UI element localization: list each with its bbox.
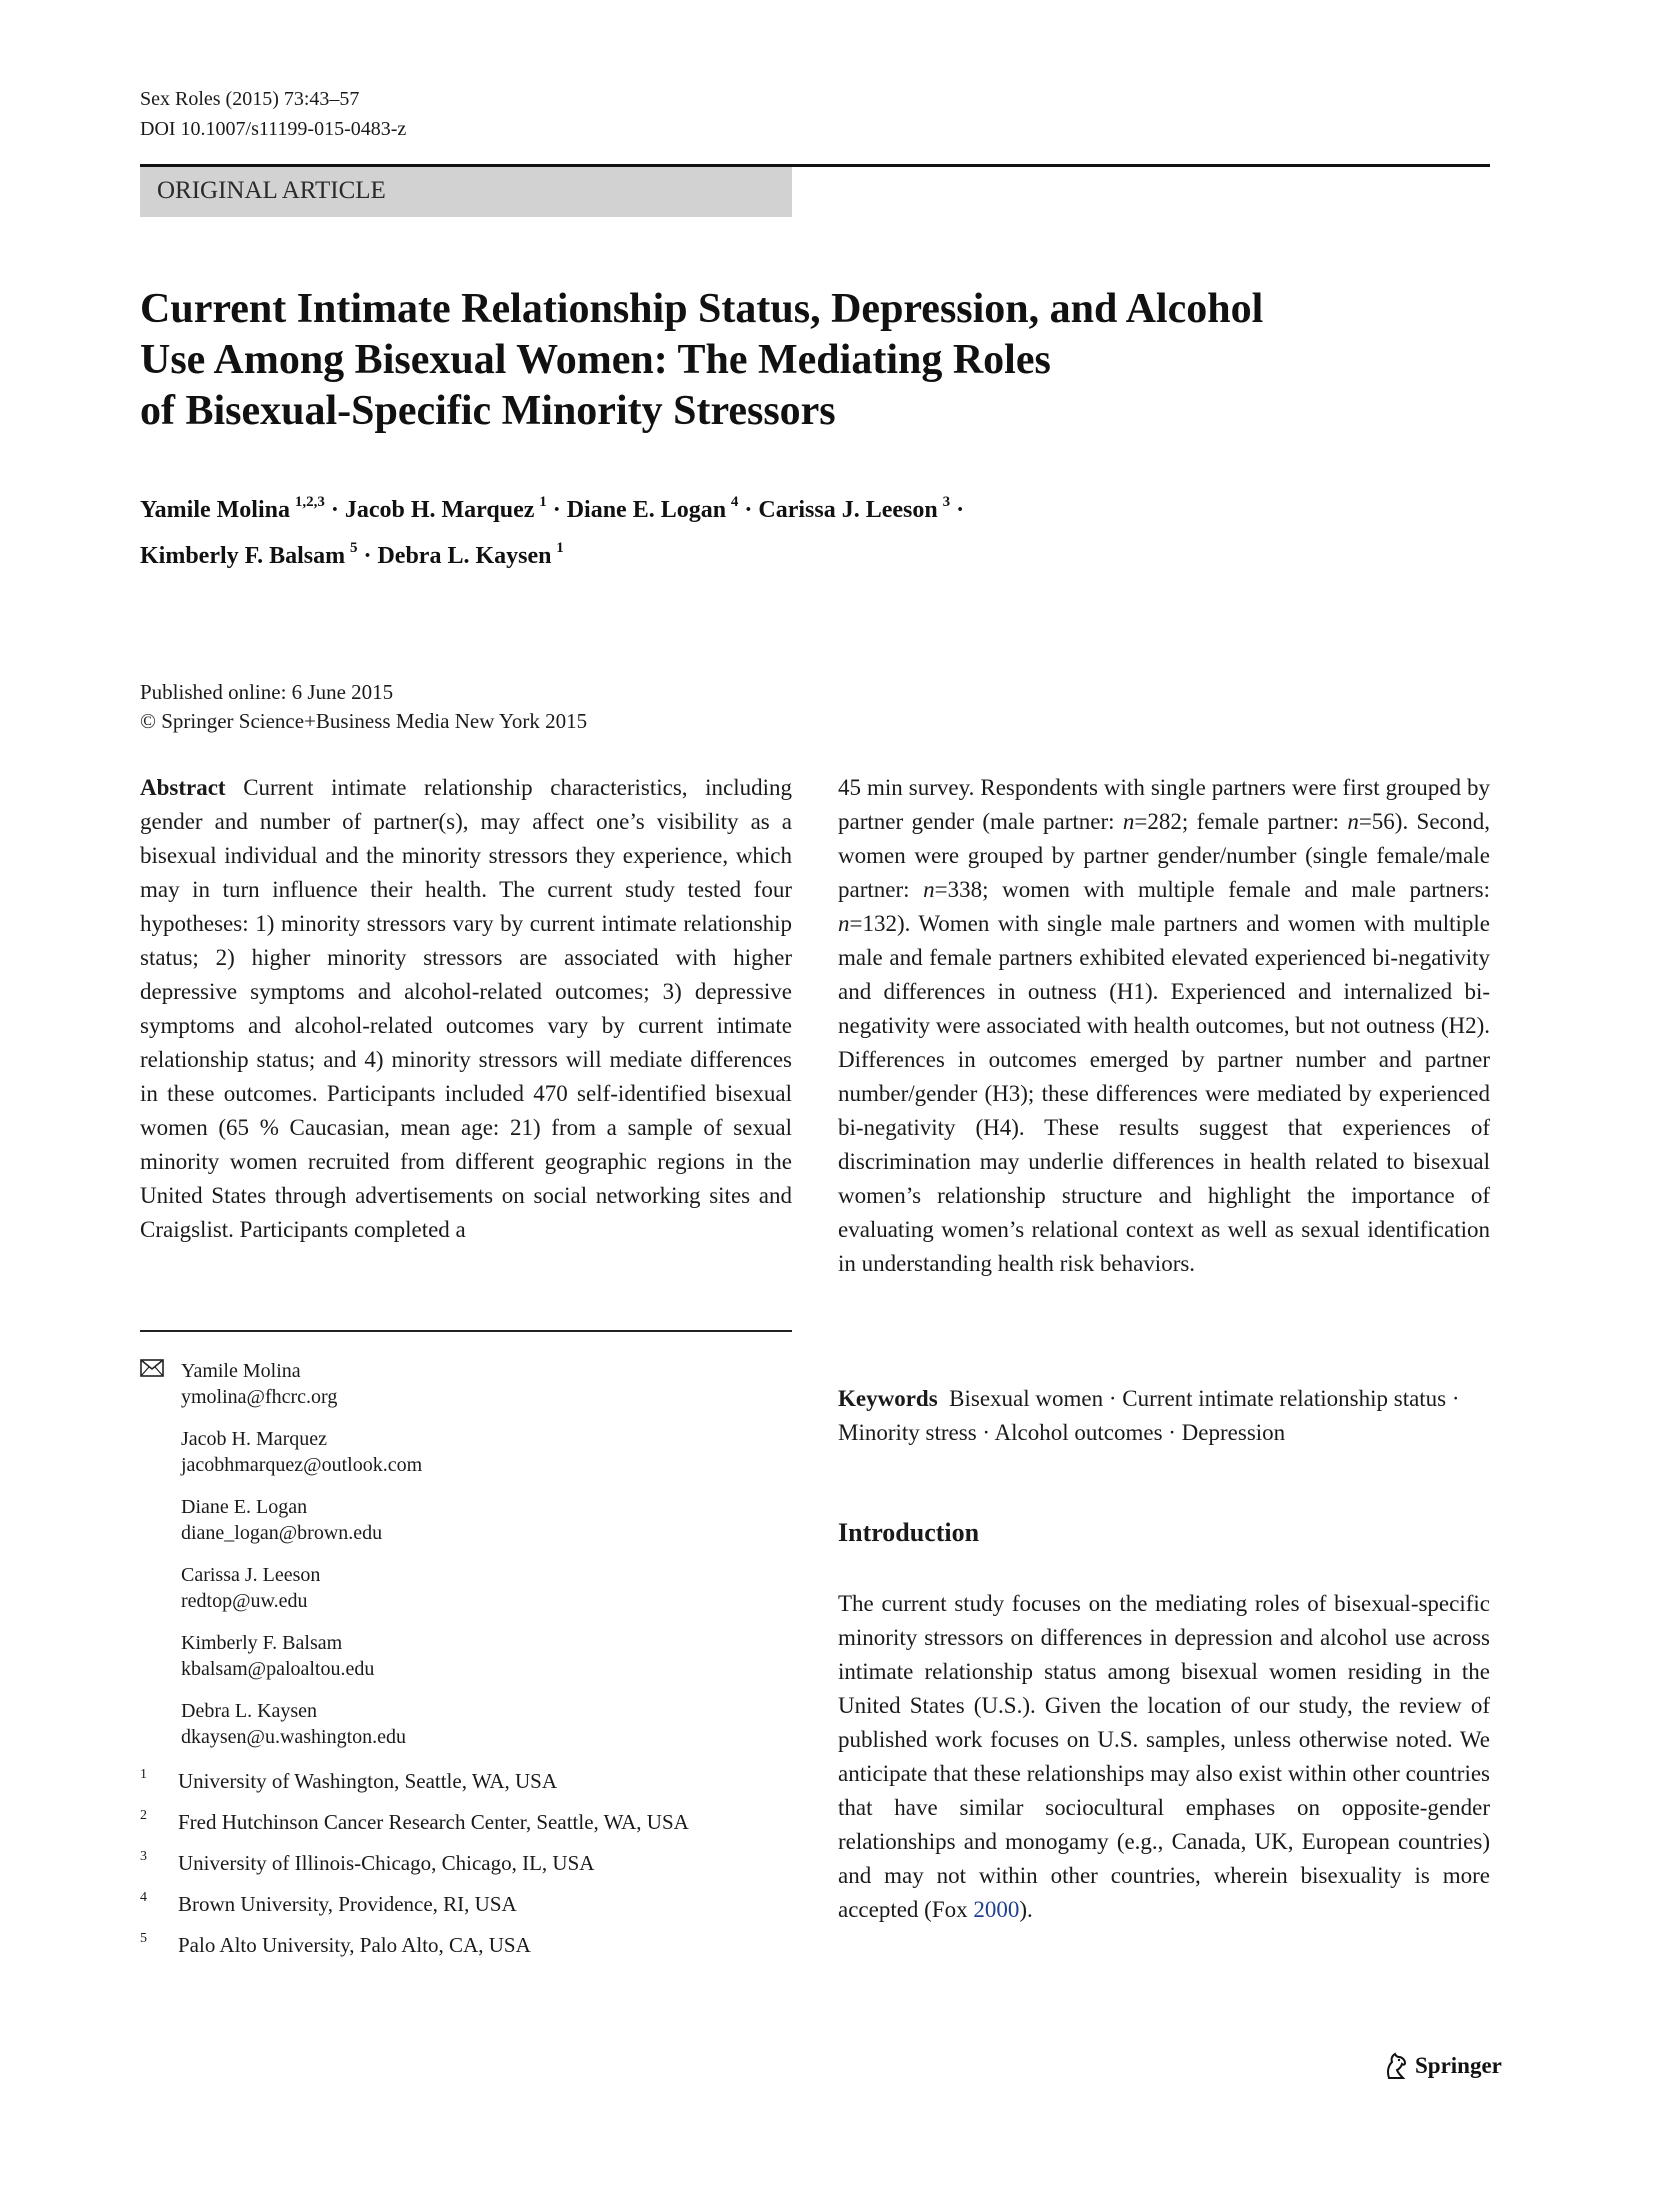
introduction-text-end: ). (1019, 1897, 1033, 1922)
contact-name: Yamile Molina (181, 1360, 301, 1382)
author-name[interactable]: Debra L. Kaysen (377, 543, 552, 569)
contact-name: Jacob H. Marquez (181, 1428, 328, 1450)
abstract-text: =338; women with multiple female and male partners: (934, 877, 1491, 902)
corresponding-contacts (140, 1358, 792, 1766)
keywords-label: Keywords (838, 1386, 938, 1411)
affiliations-list (140, 1767, 792, 1972)
author-affil-ref[interactable]: 3 (942, 494, 951, 510)
abstract-text: Current intimate relationship characteristics, including gender and number of partner(s), may affect one’s visibility as a bisexual individual and the minority stressors they experience, which may in turn influence their health. The current study tested four hypotheses: 1) minority stressors vary by current intimate relationship status; 2) higher minority stressors are associated with higher depressive symptoms and alcohol-related outcomes; 3) depressive symptoms and alcohol-related outcomes vary by current intimate relationship status; and 4) minority stressors will mediate differences in these outcomes. Participants included 470 self-identified bisexual women (65 % Caucasian, mean age: 21) from a sample of sexual minority women recruited from different geographic regions in the United States through advertisements on social networking sites and Craigslist. Participants completed a (140, 775, 793, 1242)
author-name[interactable]: Yamile Molina (140, 497, 290, 523)
article-type-banner: ORIGINAL ARTICLE (140, 167, 792, 217)
introduction-body (838, 1587, 1490, 1927)
author-affil-ref[interactable]: 1 (556, 540, 564, 556)
contact-entry (181, 1426, 792, 1478)
abstract-text: =282; female partner: (1134, 809, 1348, 834)
affiliation-number: 1 (140, 1767, 147, 1782)
affiliation-item (140, 1767, 792, 1808)
contact-email[interactable]: jacobhmarquez@outlook.com (181, 1454, 423, 1476)
envelope-icon (140, 1358, 164, 1378)
contact-entry (181, 1494, 792, 1546)
author-list: Yamile Molina $^{1,2,3}$ · Jacob H. Marquez $^1$ · Diane E. Logan $^4$ · Carissa J. Leeson $^3$ · Kimberly F. Balsam $^5$ · Debra L. Kaysen $^1$ (140, 494, 965, 569)
affiliation-number: 5 (140, 1931, 147, 1946)
author-name[interactable]: Jacob H. Marquez (344, 497, 535, 523)
affiliation-item (140, 1808, 792, 1849)
contact-name: Diane E. Logan (181, 1496, 308, 1518)
journal-citation: Sex Roles (2015) 73:43–57 (140, 88, 360, 110)
publication-info (140, 678, 587, 736)
abstract-text: =132). Women with single male partners and women with multiple male and female partners exhibited elevated experienced bi-negativity and differences in outness (H1). Experienced and internalized bi-negativity were associated with health outcomes, but not outness (H2). Differences in outcomes emerged by partner number and partner number/gender (H3); these differences were mediated by experienced bi-negativity (H4). These results suggest that experiences of discrimination may underlie differences in health related to bisexual women’s relationship structure and highlight the importance of evaluating women’s relational context as well as sexual identification in understanding health risk behaviors. (838, 911, 1490, 1276)
publisher-name: Springer (1415, 2053, 1502, 2078)
title-line-1: Current Intimate Relationship Status, Depression, and Alcohol (140, 286, 1264, 332)
keywords-text: Bisexual women · Current intimate relationship status · Minority stress · Alcohol outcomes · Depression (838, 1386, 1460, 1445)
contact-name: Debra L. Kaysen (181, 1700, 318, 1722)
contact-entry (181, 1562, 792, 1614)
n-symbol: n (838, 911, 850, 936)
contact-email[interactable]: ymolina@fhcrc.org (181, 1386, 338, 1408)
abstract-label: Abstract (140, 775, 226, 800)
affiliation-item (140, 1849, 792, 1890)
abstract-text: =56). Second, women were grouped by partner gender/number (single female/male partner: (838, 809, 1490, 902)
affiliation-text: University of Washington, Seattle, WA, USA (178, 1769, 558, 1793)
title-line-3: of Bisexual-Specific Minority Stressors (140, 388, 836, 434)
journal-header (140, 84, 406, 144)
affiliation-text: University of Illinois-Chicago, Chicago, IL, USA (178, 1851, 595, 1875)
author-affil-ref[interactable]: 4 (730, 494, 739, 510)
affiliation-number: 2 (140, 1808, 147, 1823)
contact-entry (181, 1698, 792, 1750)
abstract-column-2 (838, 771, 1490, 1281)
contact-email[interactable]: redtop@uw.edu (181, 1590, 308, 1612)
introduction-heading: Introduction (838, 1518, 980, 1547)
contact-email[interactable]: kbalsam@paloaltou.edu (181, 1658, 375, 1680)
contact-email[interactable]: dkaysen@u.washington.edu (181, 1726, 407, 1748)
author-name[interactable]: Diane E. Logan (566, 497, 727, 523)
doi: DOI 10.1007/s11199-015-0483-z (140, 118, 407, 140)
n-symbol: n (923, 877, 935, 902)
contact-entry (181, 1358, 792, 1410)
contact-email[interactable]: diane_logan@brown.edu (181, 1522, 383, 1544)
abstract-text: 45 min survey. Respondents with single partners were first grouped by partner gender (male partner: (838, 775, 1490, 834)
author-affil-ref[interactable]: 1 (539, 494, 547, 510)
footnote-rule (140, 1330, 792, 1332)
publisher-logo (1383, 2052, 1502, 2080)
affiliation-number: 3 (140, 1849, 147, 1864)
contact-entry (181, 1630, 792, 1682)
introduction-text: The current study focuses on the mediating roles of bisexual-specific minority stressors on differences in depression and alcohol use across intimate relationship status among bisexual women residing in the United States (U.S.). Given the location of our study, the review of published work focuses on U.S. samples, unless otherwise noted. We anticipate that these relationships may also exist within other countries that have similar sociocultural emphases on opposite-gender relationships and monogamy (e.g., Canada, UK, European countries) and may not within other countries, wherein bisexuality is more accepted (Fox (838, 1591, 1490, 1922)
author-affil-ref[interactable]: 5 (349, 540, 358, 556)
n-symbol: n (1122, 809, 1135, 834)
affiliation-text: Fred Hutchinson Cancer Research Center, Seattle, WA, USA (178, 1810, 689, 1834)
copyright: © Springer Science+Business Media New York 2015 (140, 709, 588, 733)
springer-horse-icon (1383, 2052, 1409, 2080)
author-name[interactable]: Carissa J. Leeson (758, 497, 938, 523)
published-date: Published online: 6 June 2015 (140, 680, 394, 704)
author-affil-ref[interactable]: 1,2,3 (294, 494, 325, 510)
affiliation-item (140, 1890, 792, 1931)
affiliation-text: Brown University, Providence, RI, USA (178, 1892, 517, 1916)
citation-link[interactable]: 2000 (973, 1897, 1020, 1922)
n-symbol: n (1347, 809, 1359, 834)
affiliation-item (140, 1931, 792, 1972)
contact-name: Carissa J. Leeson (181, 1564, 321, 1586)
title-line-2: Use Among Bisexual Women: The Mediating Roles (140, 337, 1051, 383)
keywords (838, 1382, 1490, 1450)
affiliation-number: 4 (140, 1890, 147, 1905)
author-name[interactable]: Kimberly F. Balsam (140, 543, 346, 569)
abstract-column-1 (140, 771, 792, 1247)
affiliation-text: Palo Alto University, Palo Alto, CA, USA (178, 1933, 531, 1957)
article-title (140, 284, 1490, 437)
contact-name: Kimberly F. Balsam (181, 1632, 343, 1654)
